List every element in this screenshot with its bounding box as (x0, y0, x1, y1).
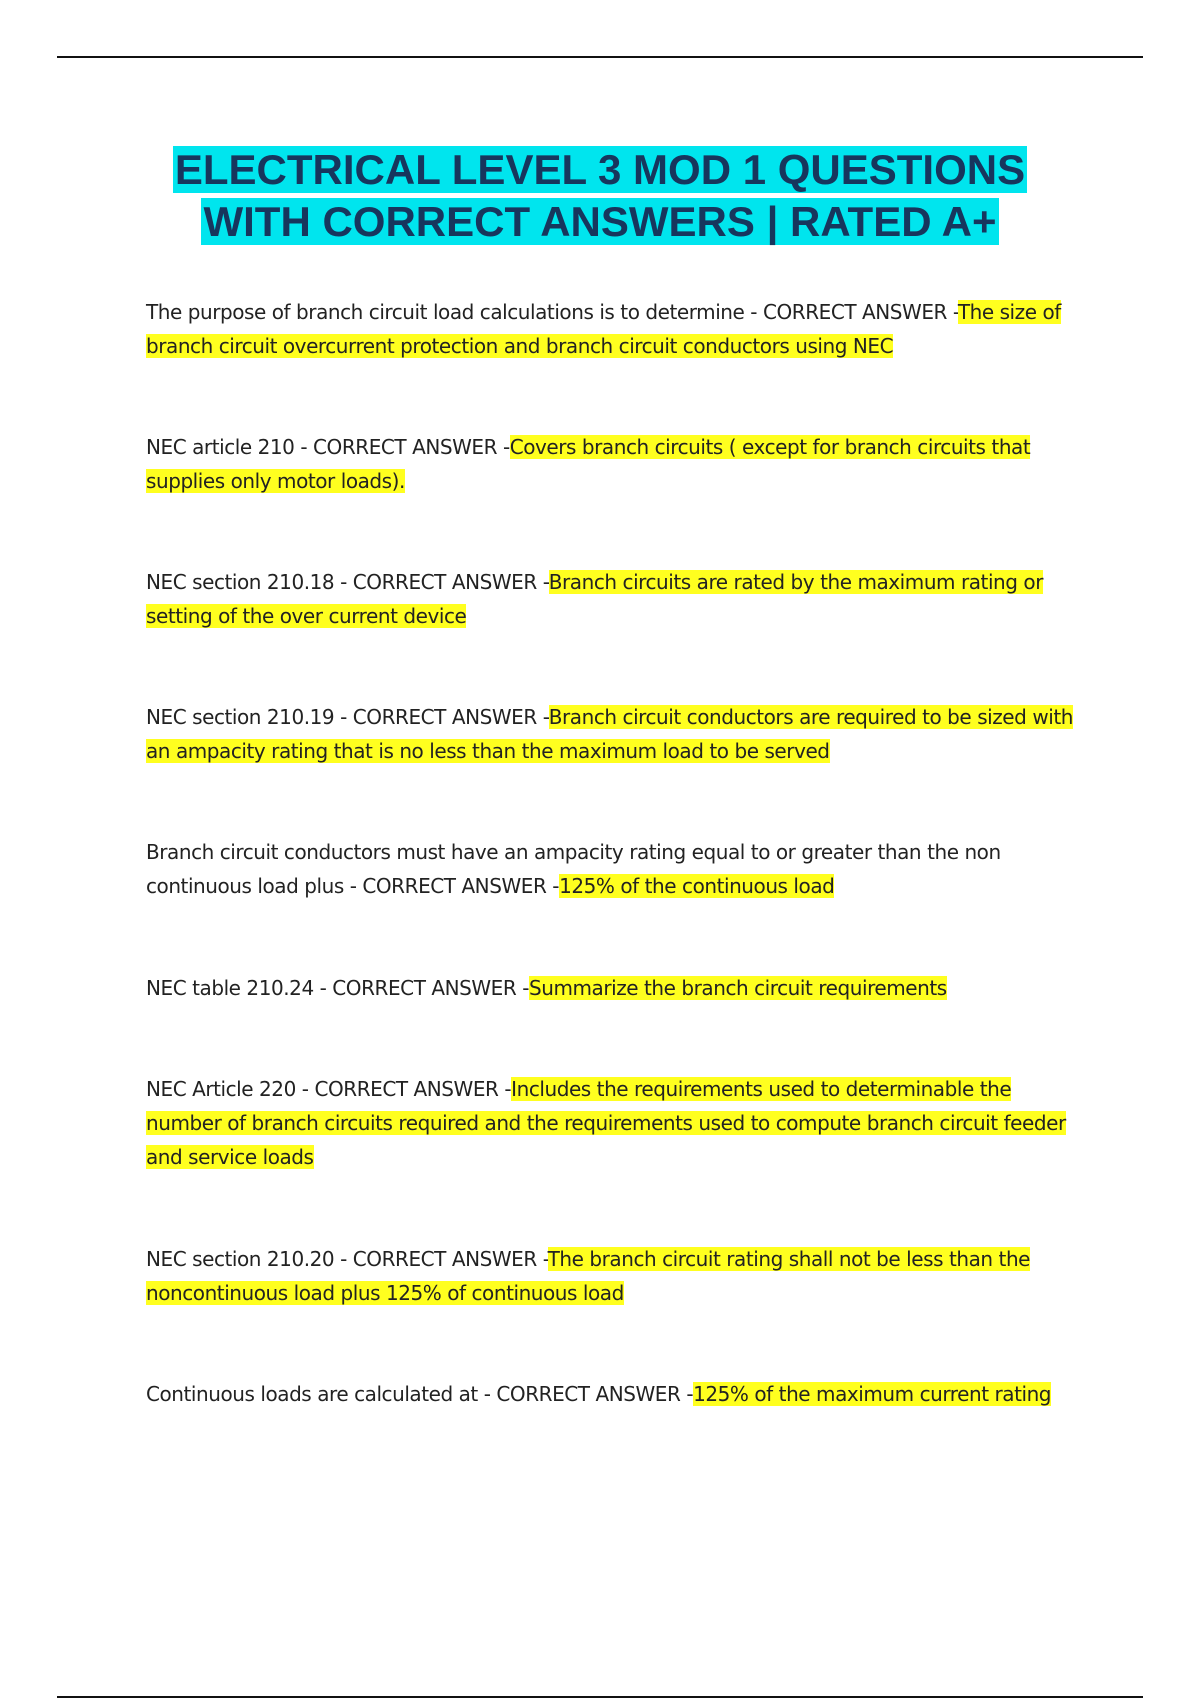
answer-text: The size of branch circuit overcurrent protection and branch circuit conductors using NEC (146, 300, 1061, 358)
qa-item (146, 430, 1086, 498)
qa-item (146, 295, 1086, 363)
question-text: NEC Article 220 - CORRECT ANSWER - (146, 1077, 512, 1101)
title-line-2: WITH CORRECT ANSWERS | RATED A+ (203, 198, 997, 245)
question-text: NEC section 210.18 - CORRECT ANSWER - (146, 570, 549, 594)
answer-text: Branch circuits are rated by the maximum rating or setting of the over current device (146, 570, 1043, 628)
answer-text: Covers branch circuits ( except for branch circuits that supplies only motor loads). (146, 435, 1031, 493)
answer-text: Branch circuit conductors are required to be sized with an ampacity rating that is no less than the maximum load to be served (146, 705, 1073, 763)
qa-item (146, 835, 1086, 903)
question-text: Continuous loads are calculated at - CORRECT ANSWER - (146, 1382, 694, 1406)
question-text: The purpose of branch circuit load calculations is to determine - CORRECT ANSWER - (146, 300, 958, 324)
answer-text: Summarize the branch circuit requirements (529, 976, 947, 1000)
top-rule (57, 56, 1143, 58)
answer-text: 125% of the continuous load (559, 874, 835, 898)
bottom-rule (57, 1696, 1143, 1698)
title-line-1: ELECTRICAL LEVEL 3 MOD 1 QUESTIONS (174, 146, 1026, 193)
question-text: Branch circuit conductors must have an ampacity rating equal to or greater than the non continuous load plus - CORRECT ANSWER - (146, 840, 1001, 898)
qa-item (146, 1377, 1086, 1411)
question-text: NEC table 210.24 - CORRECT ANSWER - (146, 976, 529, 1000)
qa-item (146, 1242, 1086, 1310)
qa-item (146, 565, 1086, 633)
question-text: NEC section 210.20 - CORRECT ANSWER - (146, 1247, 548, 1271)
qa-item (146, 700, 1086, 768)
question-text: NEC section 210.19 - CORRECT ANSWER - (146, 705, 549, 729)
answer-text: The branch circuit rating shall not be less than the noncontinuous load plus 125% of continuous load (146, 1247, 1031, 1305)
qa-item (146, 971, 1086, 1005)
answer-text: 125% of the maximum current rating (693, 1382, 1052, 1406)
answer-text: Includes the requirements used to determinable the number of branch circuits required and the requirements used to compute branch circuit feeder and service loads (146, 1077, 1066, 1169)
document-title (0, 144, 1200, 248)
question-text: NEC article 210 - CORRECT ANSWER - (146, 435, 510, 459)
qa-item (146, 1072, 1086, 1174)
